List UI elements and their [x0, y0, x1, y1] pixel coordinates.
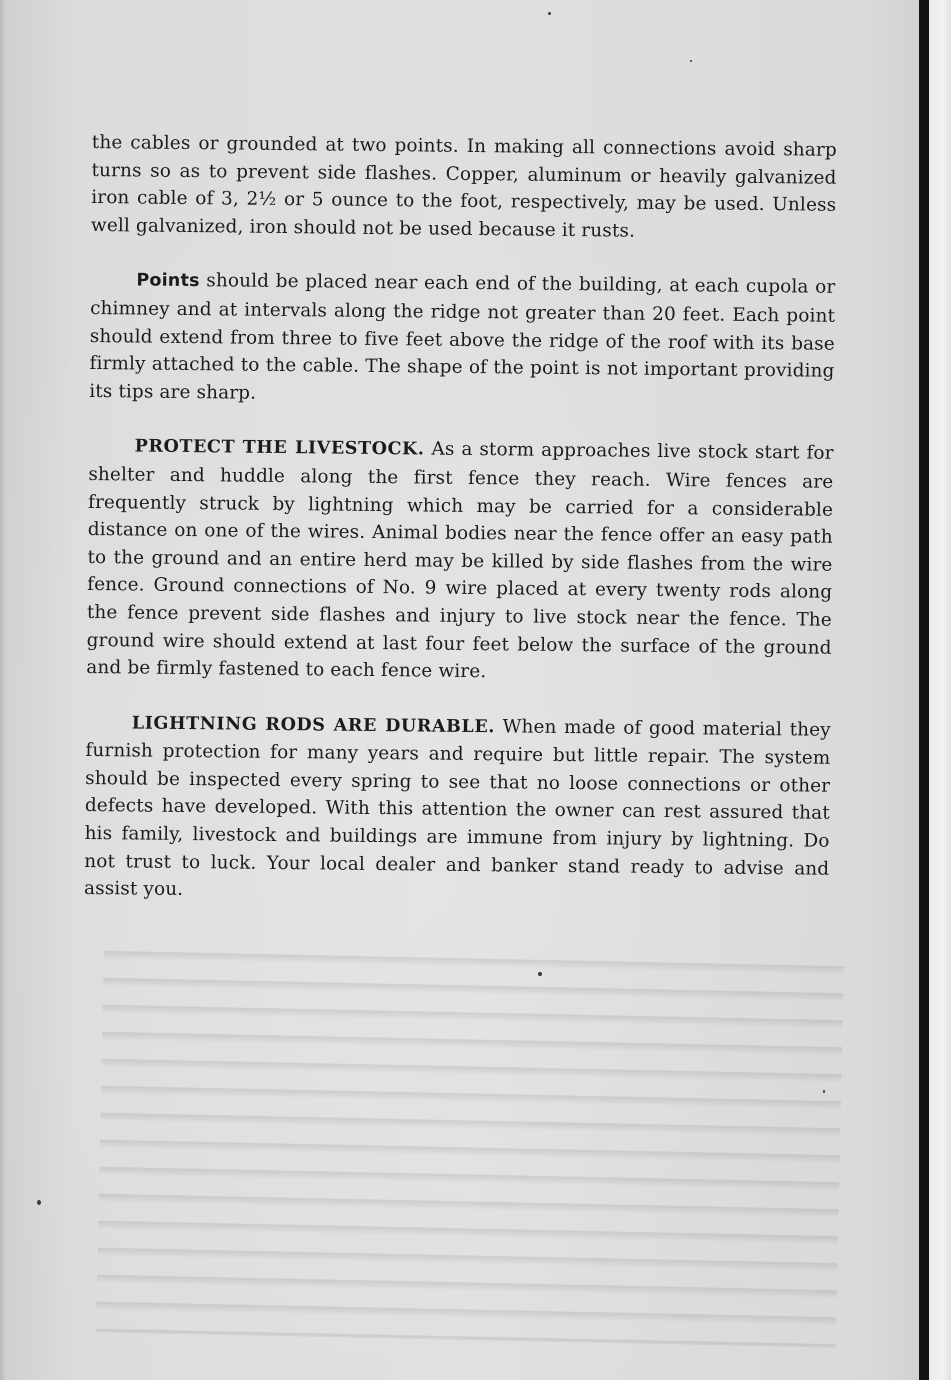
- reverse-side-bleed-through: [96, 932, 844, 1347]
- dust-speck: [548, 12, 551, 15]
- paragraph-lead: LIGHTNING RODS ARE DURABLE.: [131, 713, 496, 737]
- paragraph-text: As a storm approaches live stock start for shelter and huddle along the first fence they reach. Wire fences are frequently struck by lightning which may be carried for a considerable distance on one of the wires. Animal bodies near the fence offer an easy path to the ground and an entire herd may be killed by side flashes from the wire fence. Ground connections of No. 9 wire placed at every twenty rods along the fence prevent side flashes and injury to live stock near the fence. The ground wire should extend at last four feet below the surface of the ground and be firmly fastened to each fence wire.: [86, 438, 834, 683]
- dust-speck: [823, 1090, 825, 1093]
- paragraph-text: the cables or grounded at two points. In making all connections avoid sharp turns so as to prevent side flashes. Copper, aluminum or heavily galvanized iron cable of 3, 2½ or 5 ounce to the foot, respectively, may be used. Unless well galvanized, iron should not be used because it rusts.: [90, 131, 837, 242]
- binding-shadow: [919, 0, 929, 1380]
- paragraph-lead: Points: [136, 270, 200, 292]
- paragraph-points: [89, 266, 835, 413]
- paragraph-text: should be placed near each end of the building, at each cupola or chimney and at intervals along the ridge not greater than 20 feet. Each point should extend from three to five feet above the ridge of the roof with its base firmly attached to the cable. The shape of the point is not important providing its tips are sharp.: [89, 270, 836, 404]
- body-text: [84, 129, 837, 911]
- page-left-shadow: [0, 0, 6, 1380]
- paragraph-text: When made of good material they furnish protection for many years and require but little repair. The system should be inspected every spring to see that no loose connections or other defects have developed. With this attention the owner can rest assured that his family, livestock and buildings are immune from injury by lightning. Do not trust to luck. Your local dealer and banker stand ready to advise and assist you.: [83, 715, 831, 901]
- paragraph-lead: PROTECT THE LIVESTOCK.: [134, 436, 425, 460]
- paragraph-protect-livestock: [86, 432, 834, 689]
- dust-speck: [37, 1200, 41, 1205]
- dust-speck: [690, 60, 692, 62]
- page-edge: [929, 0, 951, 1380]
- dust-speck: [538, 972, 542, 976]
- paragraph-cable-materials: [91, 129, 837, 247]
- paragraph-rods-durable: [84, 709, 831, 911]
